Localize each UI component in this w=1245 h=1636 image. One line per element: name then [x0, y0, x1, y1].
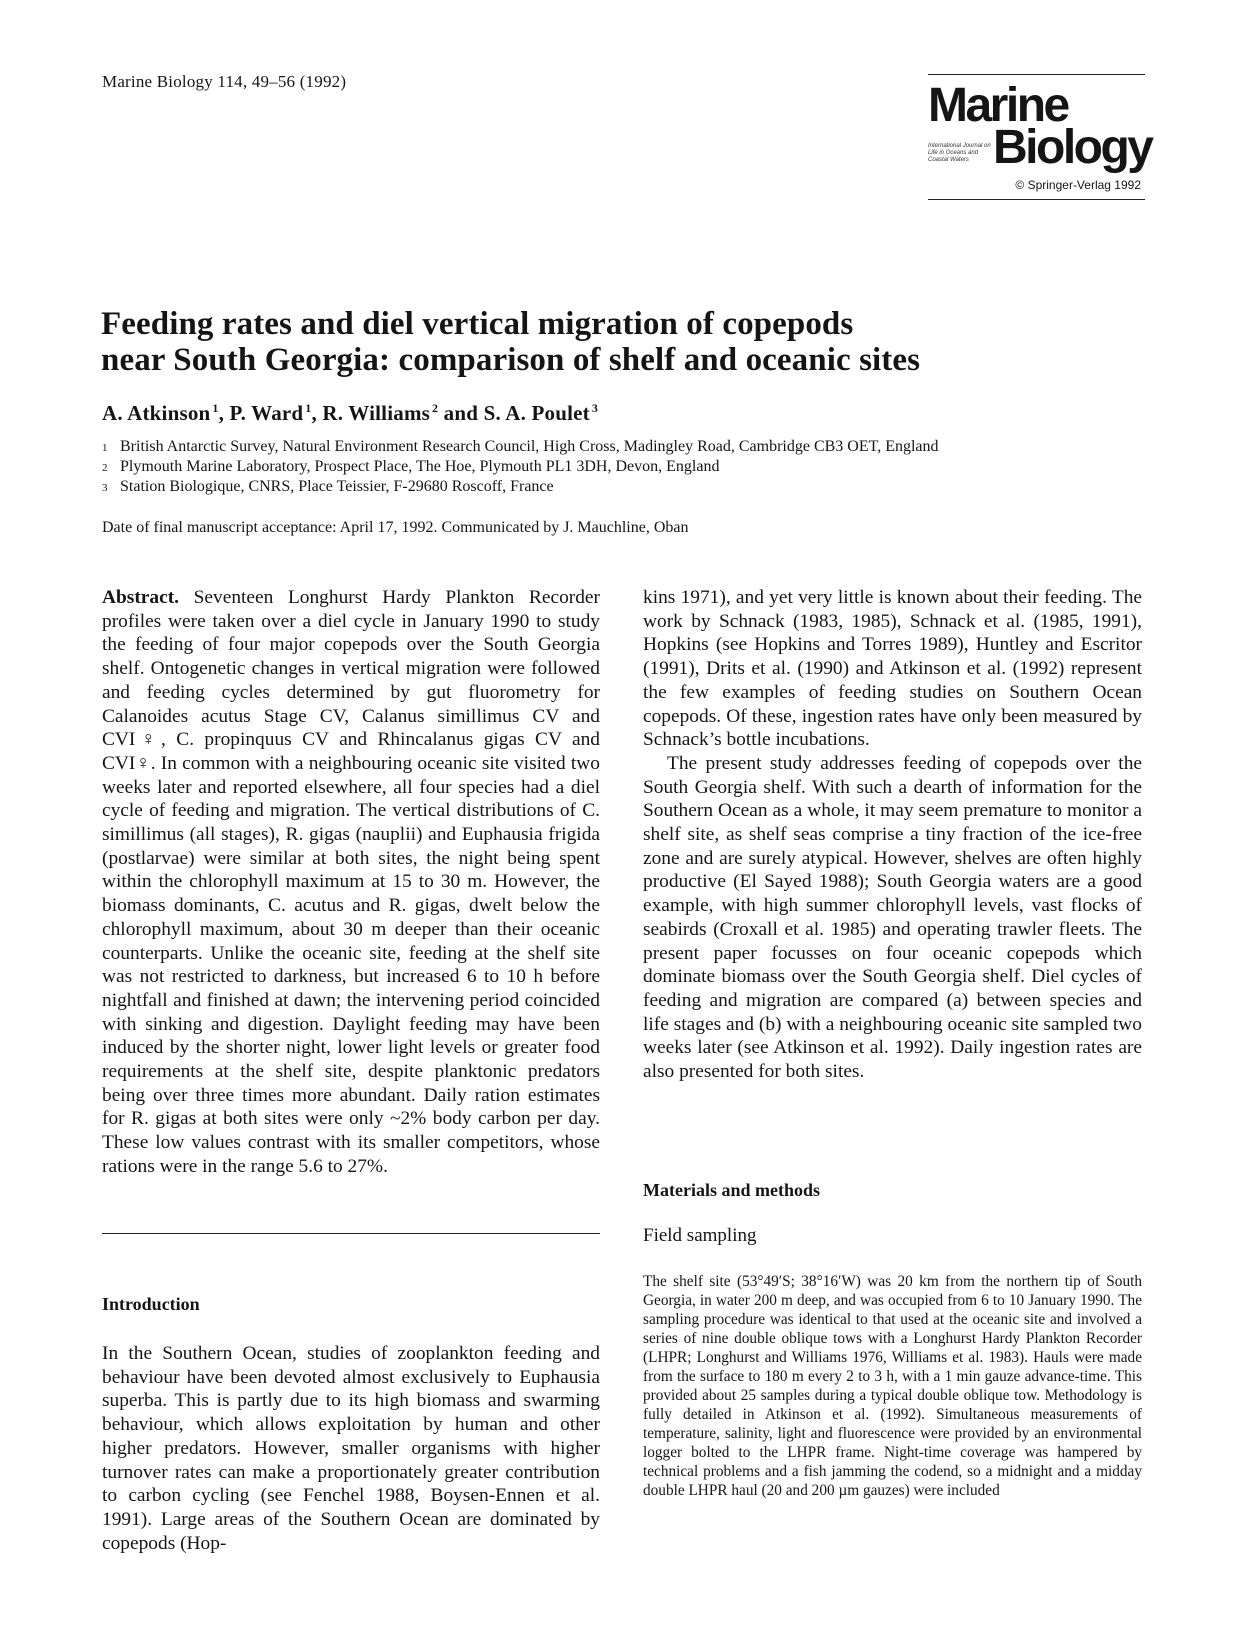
right-column-body	[643, 586, 1142, 1084]
abstract-divider	[102, 1233, 600, 1234]
journal-citation: Marine Biology 114, 49–56 (1992)	[102, 72, 347, 91]
abstract-label: Abstract.	[102, 587, 180, 608]
title-line-1: Feeding rates and diel vertical migration of copepods	[101, 306, 854, 342]
author-separator: ,	[218, 401, 230, 425]
journal-logo	[928, 74, 1152, 204]
logo-top-rule	[928, 74, 1145, 75]
affiliation-item	[102, 437, 939, 457]
methods-paragraph: The shelf site (53°49′S; 38°16′W) was 20 km from the northern tip of South Georgia, in water 200 m deep, and was occupied from 6 to 10 January 1990. The sampling procedure was identical to that used at the oceanic site and involved a series of nine double oblique tows with a Longhurst Hardy Plankton Recorder (LHPR; Longhurst and Williams 1976, Williams et al. 1983). Hauls were made from the surface to 180 m every 2 to 3 h, with a 1 min gauze advance-time. This provided about 25 samples during a typical double oblique tow. Methodology is fully detailed in Atkinson et al. (1992). Simultaneous measurements of temperature, salinity, light and fluorescence were provided by an environmental logger bolted to the LHPR frame. Night-time coverage was hampered by technical problems and a fish jamming the codend, so a midnight and a midday double LHPR haul (20 and 200 µm gauzes) were included	[643, 1273, 1142, 1499]
logo-word-marine: Marine	[928, 79, 1068, 132]
manuscript-dates: Date of final manuscript acceptance: April 17, 1992. Communicated by J. Mauchline, Oban	[102, 519, 689, 536]
author-name: P. Ward	[229, 401, 304, 425]
body-paragraph: The present study addresses feeding of copepods over the South Georgia shelf. With such a dearth of information for the Southern Ocean as a whole, it may seem premature to monitor a shelf site, as shelf seas comprise a tiny fraction of the ice-free zone and are surely atypical. However, shelves are often highly productive (El Sayed 1988); South Georgia waters are a good example, with high summer chlorophyll levels, vast flocks of seabirds (Croxall et al. 1985) and operating trawler fleets. The present paper focusses on four oceanic copepods which dominate biomass over the South Georgia shelf. Diel cycles of feeding and migration are compared (a) between species and life stages and (b) with a neighbouring oceanic site sampled two weeks later (see Atkinson et al. 1992). Daily ingestion rates are also presented for both sites.	[643, 752, 1142, 1083]
affiliations	[102, 437, 939, 497]
logo-bottom-rule	[928, 199, 1145, 200]
copyright: © Springer-Verlag 1992	[1015, 178, 1141, 192]
author-affiliation-mark: 3	[591, 401, 599, 415]
affiliation-text: Station Biologique, CNRS, Place Teissier, F-29680 Roscoff, France	[120, 478, 554, 495]
methods-heading: Materials and methods	[643, 1180, 820, 1200]
logo-tagline: International Journal on Life in Oceans and Coastal Waters	[928, 143, 991, 163]
introduction-heading: Introduction	[102, 1294, 200, 1314]
author-separator: ,	[311, 401, 323, 425]
abstract	[102, 586, 600, 1179]
affiliation-text: Plymouth Marine Laboratory, Prospect Place, The Hoe, Plymouth PL1 3DH, Devon, England	[120, 458, 720, 475]
title-line-2: near South Georgia: comparison of shelf and oceanic sites	[101, 342, 921, 378]
author-list	[102, 401, 598, 426]
body-paragraph: kins 1971), and yet very little is known about their feeding. The work by Schnack (1983, 1985), Schnack et al. (1985, 1991), Hopkins (see Hopkins and Torres 1989), Huntley and Escritor (1991), Drits et al. (1990) and Atkinson et al. (1992) represent the few examples of feeding studies on Southern Ocean copepods. Of these, ingestion rates have only been measured by Schnack’s bottle incubations.	[643, 587, 1142, 751]
field-sampling-subheading: Field sampling	[643, 1225, 757, 1246]
logo-word-biology: Biology	[993, 121, 1152, 174]
author-affiliation-mark: 2	[432, 401, 439, 415]
author-name: R. Williams	[322, 401, 431, 425]
article-title	[101, 306, 1101, 378]
abstract-text: Seventeen Longhurst Hardy Plankton Recorder profiles were taken over a diel cycle in January 1990 to study the feeding of four major copepods over the South Georgia shelf. Ontogenetic changes in vertical migration were followed and feeding cycles determined by gut fluorometry for Calanoides acutus Stage CV, Calanus simillimus CV and CVI♀, C. propinquus CV and Rhincalanus gigas CV and CVI♀. In common with a neighbouring oceanic site visited two weeks later and reported elsewhere, all four species had a diel cycle of feeding and migration. The vertical distributions of C. simillimus (all stages), R. gigas (nauplii) and Euphausia frigida (postlarvae) were similar at both sites, the night being spent within the chlorophyll maximum at 15 to 30 m. However, the biomass dominants, C. acutus and R. gigas, dwelt below the chlorophyll maximum, about 30 m deeper than their oceanic counterparts. Unlike the oceanic site, feeding at the shelf site was not restricted to darkness, but increased 6 to 10 h before nightfall and finished at dawn; the intervening period coincided with sinking and digestion. Daylight feeding may have been induced by the shorter night, lower light levels or greater food requirements at the shelf site, despite planktonic predators being over three times more abundant. Daily ration estimates for R. gigas at both sites were only ~2% body carbon per day. These low values contrast with its smaller competitors, whose rations were in the range 5.6 to 27%.	[102, 587, 600, 1177]
affiliation-number: 1	[102, 442, 108, 454]
introduction-paragraph: In the Southern Ocean, studies of zooplankton feeding and behaviour have been devoted almost exclusively to Euphausia superba. This is partly due to its high biomass and swarming behaviour, which allows exploitation by human and other higher predators. However, smaller organisms with higher turnover rates can make a proportionately greater contribution to carbon cycling (see Fenchel 1988, Boysen-Ennen et al. 1991). Large areas of the Southern Ocean are dominated by copepods (Hop-	[102, 1343, 600, 1554]
author-name: A. Atkinson	[102, 401, 211, 425]
introduction-body	[102, 1342, 600, 1555]
author-name: S. A. Poulet	[483, 401, 590, 425]
affiliation-item	[102, 457, 939, 477]
affiliation-text: British Antarctic Survey, Natural Environment Research Council, High Cross, Madingley Road, Cambridge CB3 OET, England	[120, 438, 939, 455]
affiliation-number: 2	[102, 462, 108, 474]
affiliation-number: 3	[102, 482, 108, 494]
author-affiliation-mark: 1	[305, 401, 312, 415]
author-affiliation-mark: 1	[212, 401, 219, 415]
affiliation-item	[102, 477, 939, 497]
field-sampling-body	[643, 1272, 1142, 1500]
author-separator: and	[438, 401, 484, 425]
